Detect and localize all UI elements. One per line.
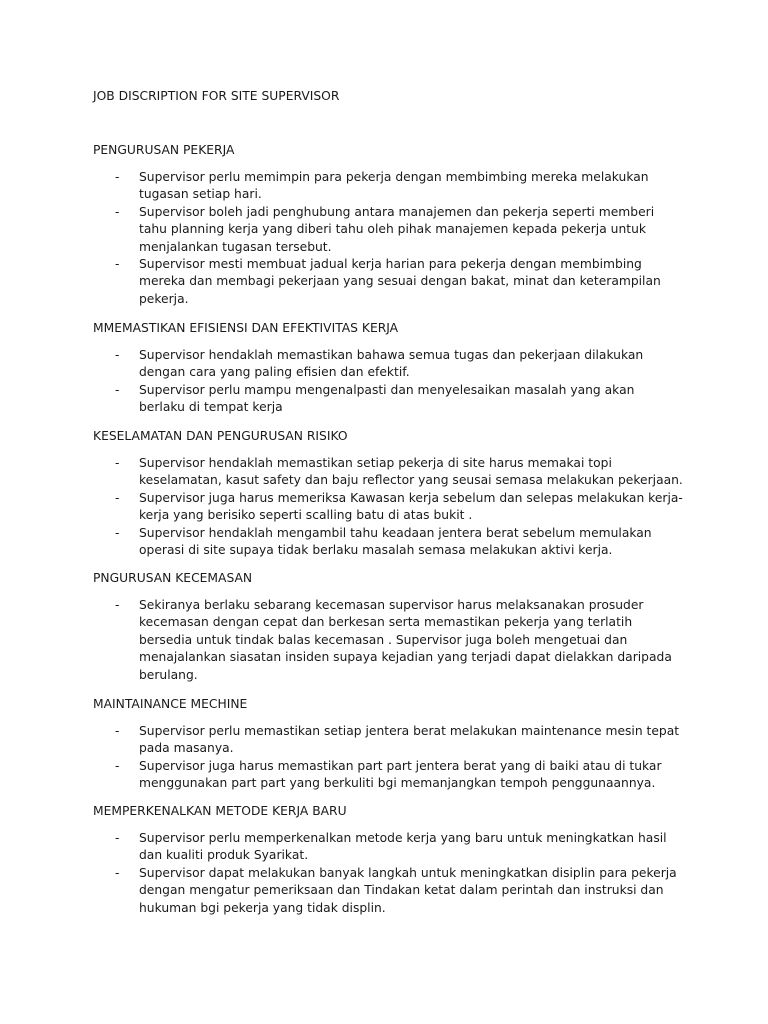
list-item bbox=[93, 865, 693, 917]
section-heading-kecemasan: PNGURUSAN KECEMASAN bbox=[93, 571, 253, 585]
section-heading-maintainance: MAINTAINANCE MECHINE bbox=[93, 697, 248, 711]
list-item bbox=[93, 256, 693, 308]
list-item bbox=[93, 490, 693, 525]
list-item bbox=[93, 455, 693, 490]
list-item bbox=[93, 204, 693, 256]
list-item-text: Supervisor dapat melakukan banyak langkah untuk meningkatkan disiplin para pekerja dengan mengatur pemeriksaan dan Tindakan ketat dalam perintah dan instruksi dan hukuman bgi pekerja yang tidak displin. bbox=[139, 865, 677, 915]
bullet-dash: - bbox=[115, 758, 120, 773]
bullet-dash: - bbox=[115, 831, 120, 845]
list-item-text: Supervisor boleh jadi penghubung antara manajemen dan pekerja seperti memberi tahu planning kerja yang diberi tahu oleh pihak manajemen kepada pekerja untuk menjalankan tugasan tersebut. bbox=[139, 204, 655, 254]
list-item-text: Sekiranya berlaku sebarang kecemasan supervisor harus melaksanakan prosuder kecemasan dengan cepat dan berkesan serta memastikan pekerja yang terlatih bersedia untuk tindak balas kecemasan . Supervisor juga boleh mengetuai dan menajalankan siasatan insiden supaya kejadian yang terjadi dapat dielakkan daripada berulang. bbox=[139, 598, 672, 682]
bullet-dash: - bbox=[115, 204, 120, 219]
list-item bbox=[93, 382, 693, 417]
list-item bbox=[93, 525, 693, 560]
list-item-text: Supervisor mesti membuat jadual kerja harian para pekerja dengan membimbing mereka dan membagi pekerjaan yang sesuai dengan bakat, minat dan keterampilan pekerja. bbox=[139, 257, 661, 306]
bullet-dash: - bbox=[115, 865, 120, 880]
list-item bbox=[93, 723, 693, 758]
bullet-dash: - bbox=[115, 598, 120, 612]
document-title: JOB DISCRIPTION FOR SITE SUPERVISOR bbox=[93, 89, 340, 103]
list-item-text: Supervisor juga harus memastikan part part jentera berat yang di baiki atau di tukar menggunakan part part yang berkuliti bgi memanjangkan tempoh penggunaannya. bbox=[139, 758, 662, 791]
bullet-dash: - bbox=[115, 382, 120, 397]
section-heading-efisiensi-efektivitas: MMEMASTIKAN EFISIENSI DAN EFEKTIVITAS KERJA bbox=[93, 321, 399, 335]
bullet-dash: - bbox=[115, 257, 120, 272]
bullet-list-pengurusan-pekerja bbox=[93, 169, 693, 308]
list-item-text: Supervisor hendaklah memastikan bahawa semua tugas dan pekerjaan dilakukan dengan cara yang paling efisien dan efektif. bbox=[139, 348, 644, 380]
list-item-text: Supervisor juga harus memeriksa Kawasan kerja sebelum dan selepas melakukan kerja-kerja yang berisiko seperti scalling batu di atas bukit . bbox=[139, 490, 683, 523]
list-item-text: Supervisor perlu memperkenalkan metode kerja yang baru untuk meningkatkan hasil dan kualiti produk Syarikat. bbox=[139, 831, 667, 863]
bullet-dash: - bbox=[115, 348, 120, 362]
list-item bbox=[93, 169, 693, 204]
section-heading-metode-kerja-baru: MEMPERKENALKAN METODE KERJA BARU bbox=[93, 804, 347, 818]
section-heading-pengurusan-pekerja: PENGURUSAN PEKERJA bbox=[93, 143, 235, 157]
bullet-dash: - bbox=[115, 456, 120, 470]
bullet-dash: - bbox=[115, 490, 120, 505]
bullet-list-efisiensi-efektivitas bbox=[93, 347, 693, 417]
list-item-text: Supervisor perlu memimpin para pekerja dengan membimbing mereka melakukan tugasan setiap hari. bbox=[139, 170, 649, 202]
bullet-dash: - bbox=[115, 170, 120, 184]
list-item bbox=[93, 758, 693, 793]
list-item-text: Supervisor perlu memastikan setiap jentera berat melakukan maintenance mesin tepat pada masanya. bbox=[139, 724, 680, 756]
list-item-text: Supervisor hendaklah memastikan setiap pekerja di site harus memakai topi keselamatan, kasut safety dan baju reflector yang seusai semasa melakukan pekerjaan. bbox=[139, 456, 683, 488]
list-item-text: Supervisor hendaklah mengambil tahu keadaan jentera berat sebelum memulakan operasi di site supaya tidak berlaku masalah semasa melakukan aktivi kerja. bbox=[139, 525, 652, 558]
list-item bbox=[93, 830, 693, 865]
list-item bbox=[93, 597, 693, 684]
bullet-dash: - bbox=[115, 724, 120, 738]
list-item bbox=[93, 347, 693, 382]
bullet-list-keselamatan-risiko bbox=[93, 455, 693, 559]
bullet-dash: - bbox=[115, 525, 120, 540]
bullet-list-kecemasan bbox=[93, 597, 693, 684]
bullet-list-metode-kerja-baru bbox=[93, 830, 693, 917]
list-item-text: Supervisor perlu mampu mengenalpasti dan menyelesaikan masalah yang akan berlaku di tempat kerja bbox=[139, 382, 635, 415]
bullet-list-maintainance bbox=[93, 723, 693, 793]
section-heading-keselamatan-risiko: KESELAMATAN DAN PENGURUSAN RISIKO bbox=[93, 429, 348, 443]
